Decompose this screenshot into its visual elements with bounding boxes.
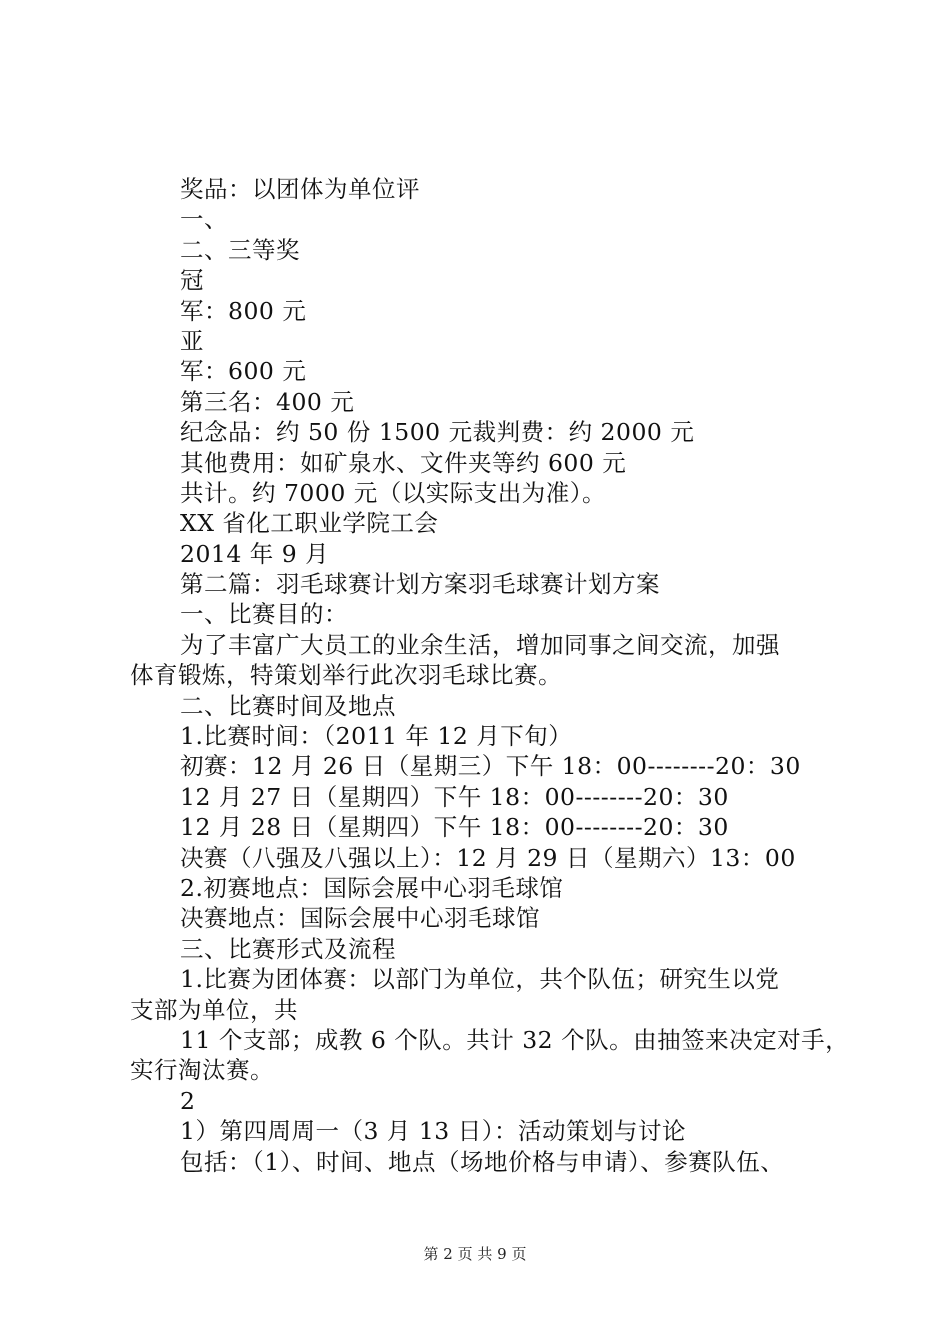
- text-line: 体育锻炼，特策划举行此次羽毛球比赛。: [130, 661, 562, 690]
- page-footer: 第 2 页 共 9 页: [423, 1245, 527, 1263]
- text-line: 一、: [180, 205, 228, 234]
- text-line: XX 省化工职业学院工会: [180, 509, 439, 538]
- text-line: 2: [180, 1086, 196, 1115]
- text-line: 亚: [180, 326, 204, 355]
- text-line: 军：600 元: [180, 357, 307, 386]
- text-line: 三、比赛形式及流程: [180, 934, 396, 963]
- text-line: 12 月 27 日（星期四）下午 18：00--------20：30: [180, 782, 729, 811]
- text-line: 一、比赛目的：: [180, 600, 348, 629]
- text-line: 纪念品：约 50 份 1500 元裁判费：约 2000 元: [180, 418, 695, 447]
- text-line: 初赛：12 月 26 日（星期三）下午 18：00--------20：30: [180, 752, 801, 781]
- text-line: 1）第四周周一（3 月 13 日）：活动策划与讨论: [180, 1117, 686, 1146]
- text-line: 12 月 28 日（星期四）下午 18：00--------20：30: [180, 813, 729, 842]
- text-line: 2014 年 9 月: [180, 539, 330, 568]
- text-line: 支部为单位，共: [130, 995, 298, 1024]
- text-line: 奖品：以团体为单位评: [180, 175, 420, 203]
- text-line: 军：800 元: [180, 296, 307, 325]
- text-line: 1.比赛时间：（2011 年 12 月下旬）: [180, 722, 573, 751]
- text-line: 1.比赛为团体赛：以部门为单位，共个队伍；研究生以党: [180, 965, 780, 994]
- text-line: 决赛地点：国际会展中心羽毛球馆: [180, 904, 540, 933]
- text-line: 第三名：400 元: [180, 387, 355, 416]
- document-body: [0, 174, 950, 1177]
- text-line: 决赛（八强及八强以上）：12 月 29 日（星期六）13：00: [180, 843, 796, 872]
- text-line: 二、比赛时间及地点: [180, 691, 396, 720]
- text-line: 包括：（1）、时间、地点（场地价格与申请）、参赛队伍、: [180, 1147, 785, 1176]
- text-line: 其他费用：如矿泉水、文件夹等约 600 元: [180, 448, 627, 477]
- text-line: 冠: [180, 266, 204, 295]
- text-line: 共计。约 7000 元（以实际支出为准）。: [180, 478, 606, 507]
- text-line: 第二篇：羽毛球赛计划方案羽毛球赛计划方案: [180, 570, 660, 599]
- text-line: 11 个支部；成教 6 个队。共计 32 个队。由抽签来决定对手，: [180, 1025, 850, 1054]
- text-line: 二、三等奖: [180, 235, 300, 264]
- text-line: 为了丰富广大员工的业余生活，增加同事之间交流，加强: [180, 630, 780, 659]
- text-line: 2.初赛地点：国际会展中心羽毛球馆: [180, 873, 564, 902]
- text-line: 实行淘汰赛。: [130, 1056, 274, 1085]
